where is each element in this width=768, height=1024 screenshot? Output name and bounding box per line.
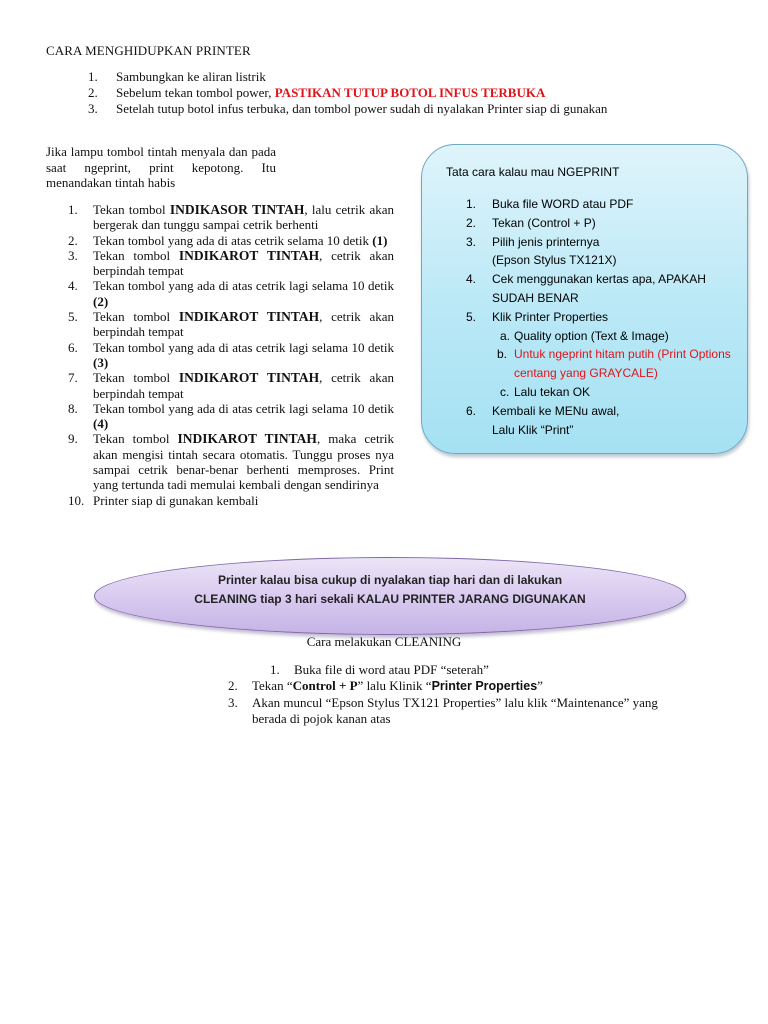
sub-label: c. xyxy=(500,384,510,399)
item-bold: INDIKAROT TINTAH xyxy=(178,370,320,386)
item-number: 1. xyxy=(466,197,477,211)
cleaning-note-ellipse xyxy=(94,557,686,635)
callout-title: Tata cara kalau mau NGEPRINT xyxy=(446,165,620,179)
item-text: Lalu Klik “Print” xyxy=(492,422,574,437)
power-on-steps xyxy=(88,69,758,117)
item-number: 6. xyxy=(68,339,78,355)
item-text: Pilih jenis printernya xyxy=(492,234,600,249)
item-text: Tekan tombol yang ada di atas cetrik lagi selama 10 detik xyxy=(93,339,398,355)
list-item xyxy=(88,85,758,101)
sub-item xyxy=(492,345,746,383)
item-bold: (3) xyxy=(93,354,109,370)
list-item xyxy=(68,370,394,401)
item-text: Tekan tombol xyxy=(93,370,179,386)
list-item xyxy=(88,101,758,117)
cleaning-title: Cara melakukan CLEANING xyxy=(306,634,462,649)
item-text: ” xyxy=(537,678,543,694)
item-number: 3. xyxy=(228,694,238,710)
page-title: CARA MENGHIDUPKAN PRINTER xyxy=(46,43,251,58)
sub-text: Quality option (Text & Image) xyxy=(514,328,669,343)
item-number: 8. xyxy=(68,400,78,416)
sub-text-red: Untuk ngeprint hitam putih (Print Options centang yang GRAYCALE) xyxy=(514,347,731,381)
item-number: 6. xyxy=(466,403,477,418)
item-text: Sebelum tekan tombol power, xyxy=(116,85,275,100)
list-item xyxy=(68,233,394,248)
item-text: , lalu cetrik akan bergerak dan tunggu sampai cetrik berhenti xyxy=(93,202,394,233)
item-bold: (2) xyxy=(93,293,109,309)
item-number: 1. xyxy=(88,69,98,84)
item-number: 4. xyxy=(466,272,477,287)
ink-refill-steps xyxy=(68,202,398,508)
item-text: Tekan tombol xyxy=(93,247,179,263)
item-text: , cetrik akan berpindah tempat xyxy=(93,309,394,340)
item-text: Tekan tombol xyxy=(93,202,170,217)
item-bold: INDIKAROT TINTAH xyxy=(178,247,320,263)
item-text: Tekan tombol yang ada di atas cetrik lagi selama 10 detik xyxy=(93,400,398,416)
item-bold: INDIKAROT TINTAH xyxy=(178,309,320,325)
item-text: Akan muncul “Epson Stylus TX121 Properties” lalu klik “Maintenance” yang berada di pojok kanan atas xyxy=(252,694,658,726)
list-item xyxy=(68,309,394,340)
item-number: 1. xyxy=(270,662,280,677)
list-item xyxy=(466,195,746,214)
sub-item xyxy=(492,327,746,346)
item-text: (Epson Stylus TX121X) xyxy=(492,253,617,268)
warning-text: PASTIKAN TUTUP BOTOL INFUS TERBUKA xyxy=(274,85,546,100)
item-bold: (1) xyxy=(372,232,388,248)
list-item xyxy=(68,248,394,279)
item-number: 2. xyxy=(68,232,78,248)
cleaning-steps xyxy=(228,662,668,727)
item-text: Setelah tutup botol infus terbuka, dan tombol power sudah di nyalakan Printer siap di gunakan xyxy=(116,101,608,116)
sub-item xyxy=(492,383,746,402)
list-item xyxy=(466,214,746,233)
item-number: 2. xyxy=(88,85,98,100)
list-item xyxy=(228,695,668,728)
item-number: 3. xyxy=(466,234,477,249)
item-text: Tekan tombol xyxy=(93,431,178,447)
item-bold: Control + P xyxy=(292,678,358,694)
item-bold: Printer Properties xyxy=(431,679,538,694)
item-number: 3. xyxy=(88,101,98,116)
item-text: ” lalu Klinik “ xyxy=(357,678,432,694)
item-text: Buka file di word atau PDF “seterah” xyxy=(294,662,489,677)
list-item xyxy=(466,308,746,402)
sub-label: a. xyxy=(500,328,511,343)
ink-intro-paragraph: Jika lampu tombol tintah menyala dan pada saat ngeprint, print kepotong. Itu menandakan tintah habis xyxy=(46,144,276,190)
item-text: , maka cetrik akan mengisi tintah secara otomatis. Tunggu proses nya sampai cetrik benar-benar berhenti memproses. Print yang tertunda tadi memulai kembali dengan sendirinya xyxy=(93,431,394,493)
list-item xyxy=(68,339,398,371)
item-number: 9. xyxy=(68,431,78,447)
item-text: Klik Printer Properties xyxy=(492,309,609,324)
item-number: 7. xyxy=(68,370,78,386)
item-text: Tekan (Control + P) xyxy=(492,215,596,230)
list-item xyxy=(68,400,398,432)
note-line-1: Printer kalau bisa cukup di nyalakan tiap hari dan di lakukan xyxy=(217,573,563,587)
sub-text: Lalu tekan OK xyxy=(514,384,591,399)
sub-label: b. xyxy=(497,347,508,362)
item-text: Tekan “ xyxy=(252,678,293,694)
item-number: 4. xyxy=(68,278,78,294)
list-item xyxy=(466,402,746,440)
list-item xyxy=(68,493,394,508)
item-text: Printer siap di gunakan kembali xyxy=(93,492,259,508)
list-item xyxy=(68,278,398,309)
item-number: 1. xyxy=(68,202,78,217)
item-bold: (4) xyxy=(93,416,109,432)
list-item xyxy=(68,202,394,233)
item-number: 10. xyxy=(68,492,85,508)
item-text: Sambungkan ke aliran listrik xyxy=(116,69,266,84)
list-item xyxy=(228,662,668,678)
item-text: , cetrik akan berpindah tempat xyxy=(93,247,394,279)
item-text: Cek menggunakan kertas apa, APAKAH SUDAH BENAR xyxy=(492,272,706,305)
print-steps xyxy=(466,195,746,439)
item-bold: INDIKAROT TINTAH xyxy=(177,431,317,447)
item-number: 2. xyxy=(228,678,238,694)
item-bold: INDIKASOR TINTAH xyxy=(169,202,305,217)
print-instructions-callout xyxy=(421,144,748,454)
item-text: Tekan tombol xyxy=(93,309,179,325)
list-item xyxy=(88,69,758,85)
item-text: Buka file WORD atau PDF xyxy=(492,197,634,211)
item-text: Tekan tombol yang ada di atas cetrik selama 10 detik xyxy=(93,232,373,248)
list-item xyxy=(68,431,394,492)
item-number: 2. xyxy=(466,215,477,230)
item-text: , cetrik akan berpindah tempat xyxy=(93,370,394,401)
item-number: 3. xyxy=(68,247,78,263)
note-line-2: CLEANING tiap 3 hari sekali KALAU PRINTER JARANG DIGUNAKAN xyxy=(194,592,586,606)
item-number: 5. xyxy=(466,309,477,324)
item-text: Tekan tombol yang ada di atas cetrik lagi selama 10 detik xyxy=(93,278,398,294)
item-number: 5. xyxy=(68,309,78,325)
list-item xyxy=(466,270,746,308)
item-text: Kembali ke MENu awal, xyxy=(492,403,620,418)
list-item xyxy=(466,233,746,271)
list-item xyxy=(228,678,668,694)
